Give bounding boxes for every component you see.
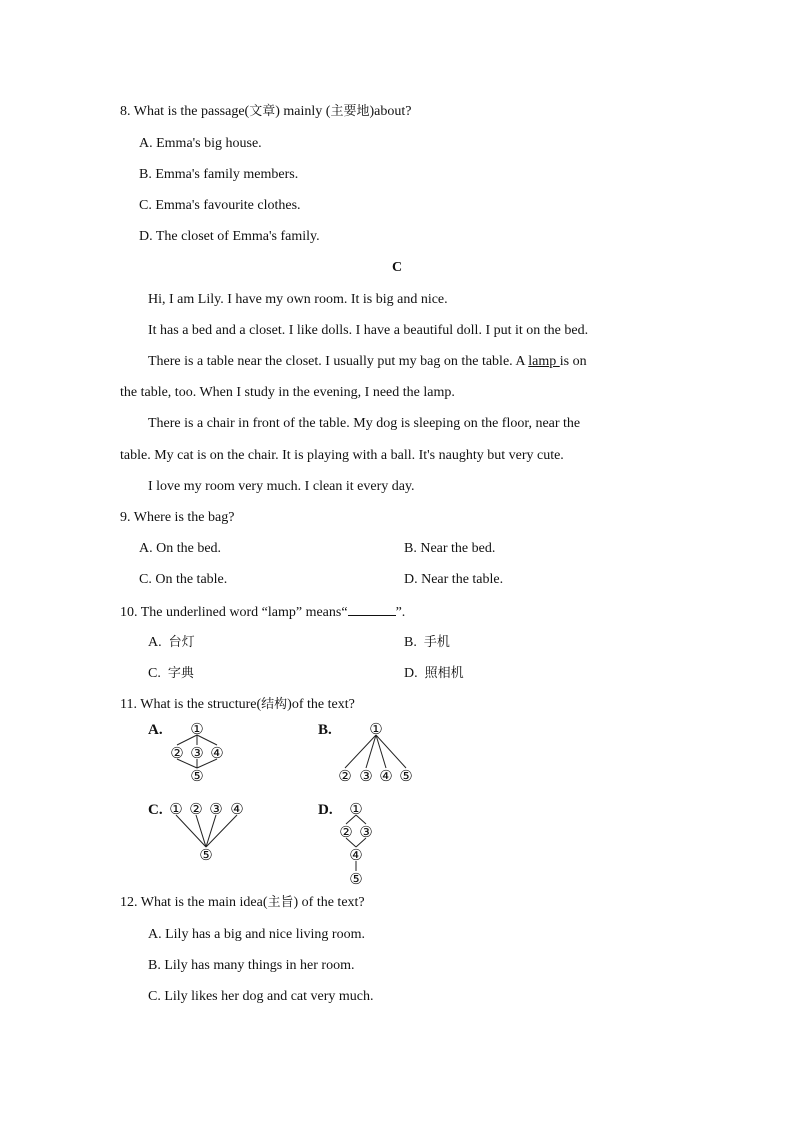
section-heading-c: C: [391, 260, 403, 275]
question-10-stem: 10. The underlined word “lamp” means“ ”.: [120, 605, 406, 620]
diagram-d-node-5: ⑤: [349, 870, 363, 888]
q12-option-c: C. Lily likes her dog and cat very much.: [148, 989, 374, 1004]
diagram-d-node-4: ④: [349, 846, 363, 864]
diagram-b-node-5: ⑤: [399, 767, 413, 785]
passage-paragraph-5: I love my room very much. I clean it every day.: [148, 479, 415, 494]
diagram-c-node-3: ③: [209, 800, 223, 818]
diagram-c-label: C.: [148, 802, 163, 818]
diagram-b-node-4: ④: [379, 767, 393, 785]
q8-option-b: B. Emma's family members.: [139, 167, 299, 182]
diagram-c-node-1: ①: [169, 800, 183, 818]
passage-paragraph-4-line-2: table. My cat is on the chair. It is playing with a ball. It's naughty but very cute.: [120, 448, 564, 463]
passage-paragraph-1: Hi, I am Lily. I have my own room. It is big and nice.: [148, 292, 448, 307]
diagram-c-node-5: ⑤: [199, 846, 213, 864]
diagram-c-node-2: ②: [189, 800, 203, 818]
q9-option-d: D. Near the table.: [404, 572, 504, 587]
q10-option-b: B. 手机: [404, 635, 450, 650]
question-12-stem: 12. What is the main idea(主旨) of the text?: [120, 895, 365, 910]
diagram-d-node-1: ①: [349, 800, 363, 818]
diagram-b-node-2: ②: [338, 767, 352, 785]
q10-option-a: A. 台灯: [148, 635, 195, 650]
diagram-d-label: D.: [318, 802, 333, 818]
diagram-b-node-3: ③: [359, 767, 373, 785]
diagram-b-label: B.: [318, 722, 332, 738]
q8-option-d: D. The closet of Emma's family.: [139, 229, 320, 244]
q12-option-a: A. Lily has a big and nice living room.: [148, 927, 365, 942]
diagram-b-lines: [345, 735, 406, 768]
q9-option-c: C. On the table.: [139, 572, 228, 587]
q8-option-a: A. Emma's big house.: [139, 136, 262, 151]
question-11-stem: 11. What is the structure(结构)of the text?: [120, 697, 355, 712]
diagram-b-node-1: ①: [369, 720, 383, 738]
q9-option-b: B. Near the bed.: [404, 541, 496, 556]
passage-paragraph-4: There is a chair in front of the table. My dog is sleeping on the floor, near the: [148, 416, 581, 431]
q12-option-b: B. Lily has many things in her room.: [148, 958, 355, 973]
diagram-d-node-3: ③: [359, 823, 373, 841]
q10-option-c: C. 字典: [148, 666, 194, 681]
passage-paragraph-3: There is a table near the closet. I usually put my bag on the table. A lamp is on: [148, 354, 587, 369]
underlined-word-lamp: lamp: [528, 354, 560, 369]
diagram-d-node-2: ②: [339, 823, 353, 841]
q9-option-a: A. On the bed.: [139, 541, 222, 556]
question-8-stem: 8. What is the passage(文章) mainly (主要地)about?: [120, 104, 412, 119]
diagram-a-node-1: ①: [190, 720, 204, 738]
diagram-a-node-3: ③: [190, 744, 204, 762]
question-9-stem: 9. Where is the bag?: [120, 510, 235, 525]
q10-option-d: D. 照相机: [404, 666, 464, 681]
passage-paragraph-2: It has a bed and a closet. I like dolls. I have a beautiful doll. I put it on the bed.: [148, 323, 589, 338]
q8-option-c: C. Emma's favourite clothes.: [139, 198, 301, 213]
diagram-a-node-5: ⑤: [190, 767, 204, 785]
diagram-c-lines: [176, 815, 237, 847]
diagram-c-node-4: ④: [230, 800, 244, 818]
passage-paragraph-3-line-2: the table, too. When I study in the evening, I need the lamp.: [120, 385, 455, 400]
diagram-a-label: A.: [148, 722, 163, 738]
diagram-a-node-4: ④: [210, 744, 224, 762]
diagram-a-node-2: ②: [170, 744, 184, 762]
